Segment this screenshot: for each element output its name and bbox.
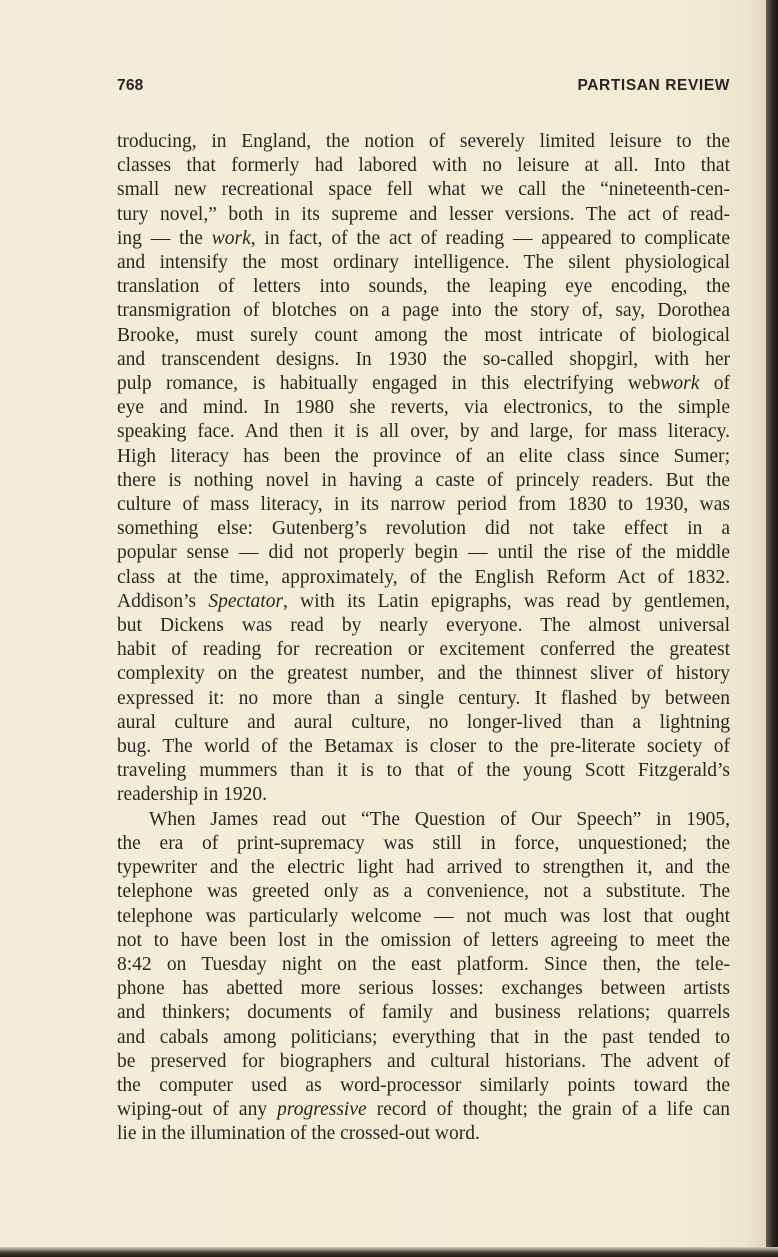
body-text (117, 130, 730, 1147)
text-line: eye and mind. In 1980 she reverts, via electronics, to the simple (117, 397, 730, 419)
italic-word: progressive (277, 1099, 367, 1121)
text-line: readership in 1920. (117, 784, 268, 806)
text-line: ing — the work, in fact, of the act of reading — appeared to complicate (117, 227, 730, 249)
text-line: small new recreational space fell what we call the “nineteenth-cen- (117, 179, 730, 201)
text-line: be preserved for biographers and cultural historians. The advent of (117, 1050, 730, 1072)
text-line: telephone was particularly welcome — not much was lost that ought (117, 905, 730, 927)
text-line: speaking face. And then it is all over, by and large, for mass literacy. (117, 421, 730, 443)
text-line: and intensify the most ordinary intelligence. The silent physiological (117, 252, 730, 274)
text-line: expressed it: no more than a single century. It flashed by between (117, 687, 730, 709)
running-head: PARTISAN REVIEW (577, 77, 730, 94)
italic-word: work (211, 227, 251, 249)
text-line: translation of letters into sounds, the leaping eye encoding, the (117, 276, 730, 298)
text-line: lie in the illumination of the crossed-out word. (117, 1123, 480, 1145)
text-line: habit of reading for recreation or excitement conferred the greatest (117, 639, 730, 661)
page-bottom-edge (0, 1247, 778, 1257)
text-line: but Dickens was read by nearly everyone. The almost universal (117, 615, 730, 637)
text-line: popular sense — did not properly begin — until the rise of the middle (117, 542, 730, 564)
page-number: 768 (117, 77, 144, 94)
text-line: the computer used as word-processor similarly points toward the (117, 1074, 730, 1096)
italic-word: Spectator (208, 590, 284, 612)
page-header (117, 77, 730, 99)
text-line: complexity on the greatest number, and the thinnest sliver of history (117, 663, 730, 685)
text-line: there is nothing novel in having a caste of princely readers. But the (117, 469, 730, 491)
text-line: Addison’s Spectator, with its Latin epigraphs, was read by gentlemen, (117, 590, 730, 612)
text-line: bug. The world of the Betamax is closer to the pre-literate society of (117, 736, 730, 758)
text-line: When James read out “The Question of Our Speech” in 1905, (149, 808, 730, 830)
text-line: transmigration of blotches on a page into the story of, say, Dorothea (117, 300, 730, 322)
italic-word: work (660, 373, 700, 395)
text-line: wiping-out of any progressive record of thought; the grain of a life can (117, 1099, 730, 1121)
text-line: typewriter and the electric light had arrived to strengthen it, and the (117, 857, 730, 879)
text-line: culture of mass literacy, in its narrow period from 1830 to 1930, was (117, 494, 730, 516)
text-line: telephone was greeted only as a convenience, not a substitute. The (117, 881, 730, 903)
text-line: classes that formerly had labored with no leisure at all. Into that (117, 155, 730, 177)
text-line: High literacy has been the province of an elite class since Sumer; (117, 445, 730, 467)
text-line: and thinkers; documents of family and business relations; quarrels (117, 1002, 730, 1024)
text-line: Brooke, must surely count among the most intricate of biological (117, 324, 730, 346)
text-line: 8:42 on Tuesday night on the east platform. Since then, the tele- (117, 953, 730, 975)
text-line: troducing, in England, the notion of severely limited leisure to the (117, 131, 730, 152)
text-line: something else: Gutenberg’s revolution did not take effect in a (117, 518, 730, 540)
text-line: not to have been lost in the omission of letters agreeing to meet the (117, 929, 730, 951)
paragraph-2 (117, 808, 730, 1147)
text-line: phone has abetted more serious losses: exchanges between artists (117, 978, 730, 1000)
text-line: traveling mummers than it is to that of the young Scott Fitzgerald’s (117, 760, 730, 782)
text-line: tury novel,” both in its supreme and lesser versions. The act of read- (117, 203, 730, 225)
text-line: and transcendent designs. In 1930 the so-called shopgirl, with her (117, 348, 730, 370)
text-line: class at the time, approximately, of the English Reform Act of 1832. (117, 566, 730, 588)
book-spine-edge (766, 0, 778, 1257)
text-line: and cabals among politicians; everything that in the past tended to (117, 1026, 730, 1048)
text-line: pulp romance, is habitually engaged in this electrifying webwork of (117, 373, 730, 395)
text-line: aural culture and aural culture, no longer-lived than a lightning (117, 711, 730, 733)
paragraph-1 (117, 130, 730, 808)
text-line: the era of print-supremacy was still in force, unquestioned; the (117, 832, 730, 854)
